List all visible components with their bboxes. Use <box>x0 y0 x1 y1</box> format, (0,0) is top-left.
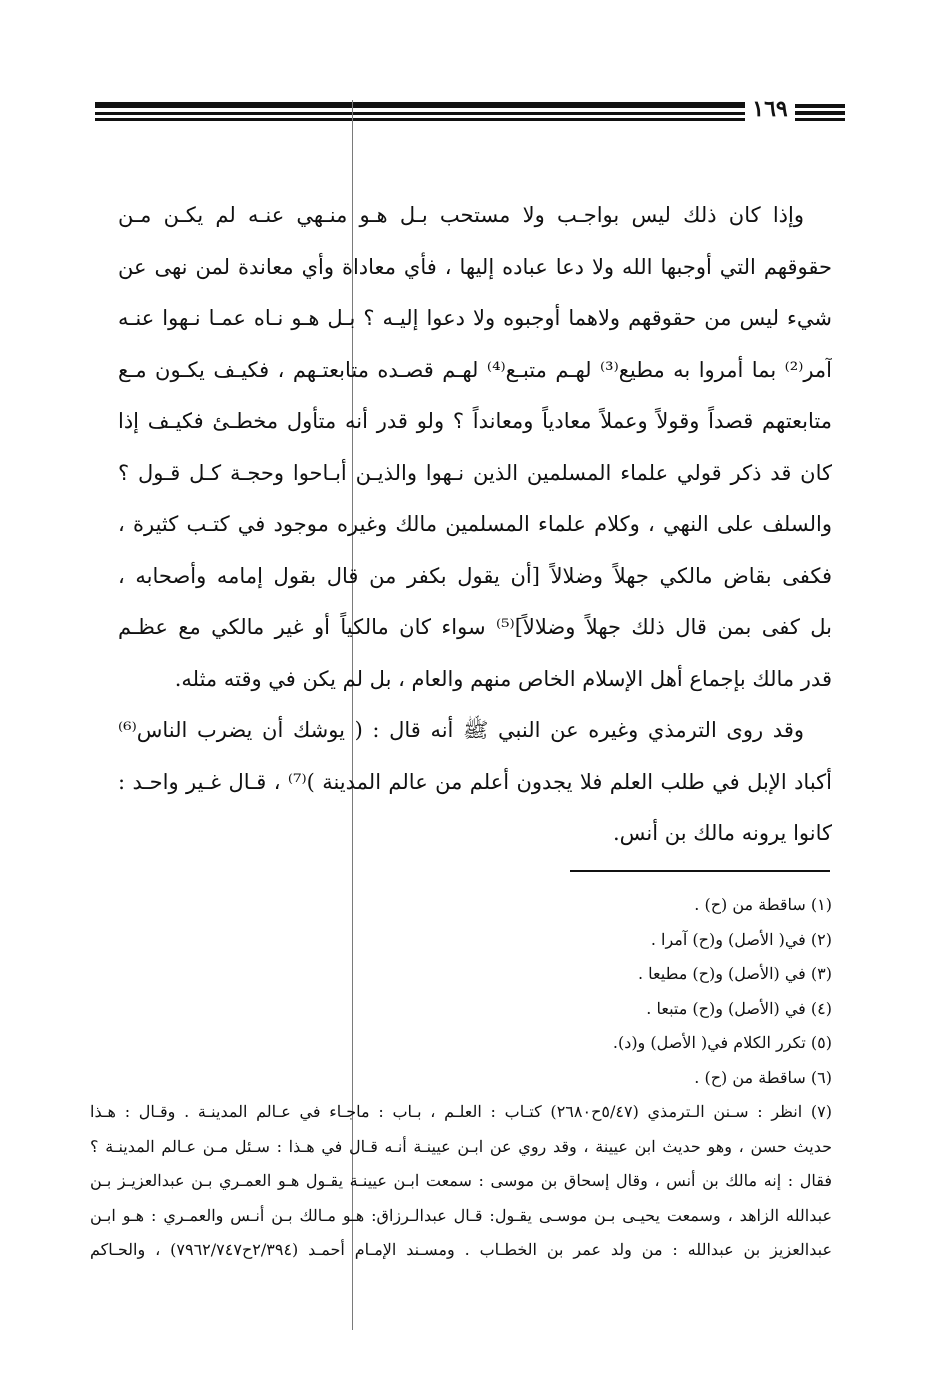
footnote-separator <box>570 870 830 872</box>
footnote: (٤) في (الأصل) و(ح) متبعا . <box>646 998 832 1018</box>
text-line: حقوقهم التي أوجبها الله ولا دعا عباده إليها ، فأي معاداة وأي معاندة لمن نهى عن <box>118 254 832 279</box>
header-rule-thin <box>95 112 745 115</box>
footnote: (٢) في( الأصل) و(ح) آمرا . <box>650 929 832 949</box>
footnote: (١) ساقطة من (ح) . <box>694 895 832 914</box>
text-line: كان قد ذكر قولي علماء المسلمين الذين نـهوا والذيـن أبـاحوا وحجـة كـل قـول ؟ <box>118 460 832 485</box>
text-line: شيء ليس من حقوقهم ولاهما أوجبوه ولا دعوا إليـه ؟ بـل هـو نـاه عمـا نـهوا عنـه <box>118 306 832 330</box>
header-rule-short-lower <box>795 118 845 121</box>
header-rule-short-middle <box>795 111 845 115</box>
footnote: (٥) تكرر الكلام في( الأصل) و(د). <box>612 1033 832 1052</box>
text-line: كانوا يرونه مالك بن أنس. <box>612 821 832 845</box>
main-text <box>118 190 832 860</box>
header-rule-thin-lower <box>95 118 745 121</box>
footnote-continuation: حديث حسن ، وهو حديث ابن عيينة ، وقد روي عن ابـن عيينـة أنـه قـال في هـذا : سـئل مـن عـالم المدينـة ؟ <box>90 1136 832 1156</box>
header-rule-thick <box>95 102 745 108</box>
footnote-continuation: فقال : إنه مالك بن أنس ، وقال إسحاق بن موسى : سمعت ابـن عيينـة يقـول هـو العمـري بـن عبدالعزيـز بـن <box>90 1171 832 1190</box>
footnote-continuation: عبدالله الزاهد ، وسمعت يحيـى بـن موسـى يقـول: قـال عبدالـرزاق: هـو مـالك بـن أنـس والعمـري : هـو ابـن <box>90 1205 832 1225</box>
footnote: (٧) انظر : سـنن الـترمذي (٥/٤٧ح٢٦٨٠) كتـاب : العلـم ، بـاب : ماجـاء في عـالم المدينـة . وقـال : هـذا <box>90 1102 832 1121</box>
page-number: ١٦٩ <box>752 96 788 122</box>
footnote: (٦) ساقطة من (ح) . <box>694 1067 832 1087</box>
text-line: والسلف على النهي ، وكلام علماء المسلمين مالك وغيره موجود في كتـب كثيرة ، <box>118 512 832 536</box>
page-header <box>95 98 845 128</box>
text-line: آمر⁽²⁾ بما أمروا به مطيع⁽³⁾ لهـم متبـع⁽⁴⁾ لهـم قصـده متابعتـهم ، فكيـف يكـون مـع <box>118 357 832 382</box>
text-line: بل كفى بمن قال ذلك جهلاً وضلالاً]⁽⁵⁾ سواء كان مالكياً أو غير مالكي مع عظـم <box>118 615 832 639</box>
footnotes <box>90 888 832 1268</box>
text-line: أكباد الإبل في طلب العلم فلا يجدون أعلم من عالم المدينة )⁽⁷⁾ ، قـال غـير واحـد : <box>118 769 832 794</box>
footnote: (٣) في (الأصل) و(ح) مطيعا . <box>638 964 832 983</box>
text-line: متابعتهم قصداً وقولاً وعملاً معادياً ومعانداً ؟ ولو قدر أنه متأول مخطـئ فكيـف إذا <box>118 409 832 433</box>
text-line: وقد روى الترمذي وغيره عن النبي ﷺ أنه قال : ( يوشك أن يضرب الناس⁽⁶⁾ <box>118 718 804 742</box>
text-line: فكفى بقاض مالكي جهلاً وضلالاً [أن يقول بكفر من قال بقول إمامه وأصحابه ، <box>118 563 832 588</box>
footnote-continuation: عبدالعزيز بن عبدالله : من ولد عمر بن الخطـاب . ومسـند الإمـام أحمـد (٢/٣٩٤ح٧٩٦٢/٧٤٧) ، والحـاكم <box>90 1240 832 1259</box>
header-rule-short <box>795 104 845 108</box>
text-line: وإذا كان ذلك ليس بواجـب ولا مستحب بـل هـو منـهي عنـه لم يكـن مـن <box>118 203 804 227</box>
text-line: قدر مالك بإجماع أهل الإسلام الخاص منهم والعام ، بل لم يكن في وقته مثله. <box>174 666 832 691</box>
